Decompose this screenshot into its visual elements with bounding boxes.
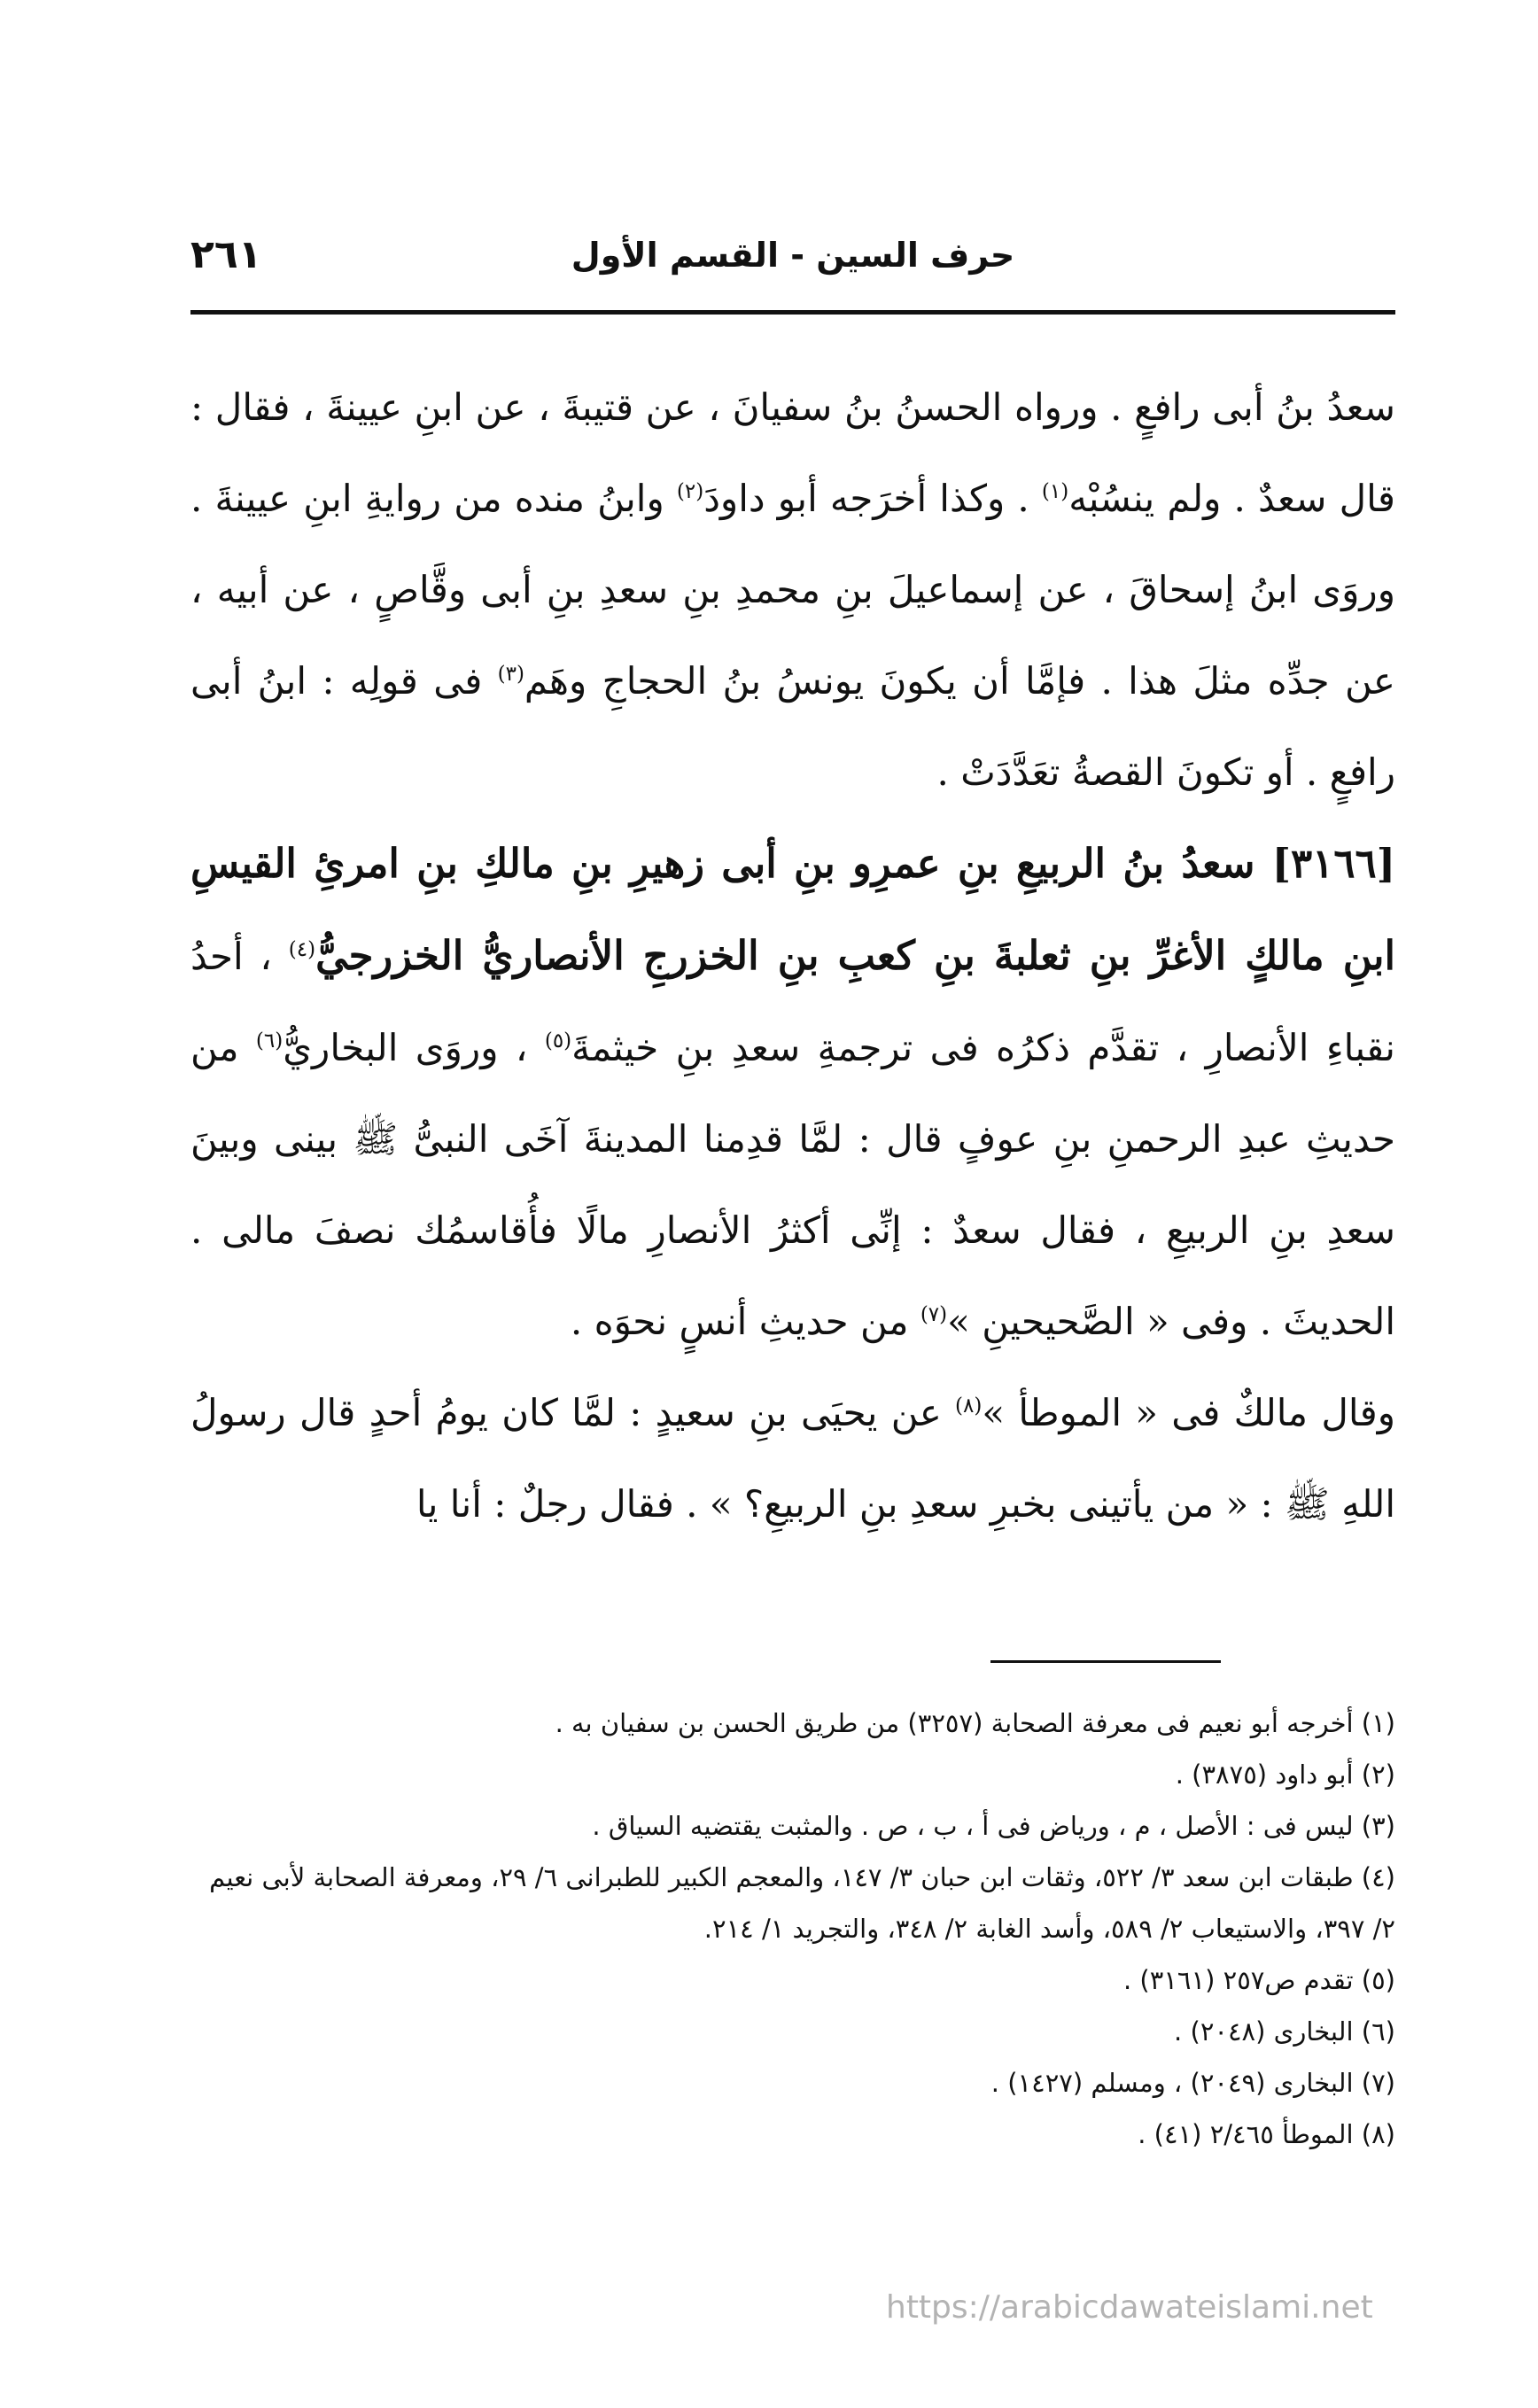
footnote-5: (٥) تقدم ص٢٥٧ (٣١٦١) .	[1123, 1965, 1395, 1995]
paragraph-2	[190, 818, 1395, 1367]
footnote-ref-1[interactable]: (١)	[1041, 480, 1069, 503]
footnote-4: (٤) طبقات ابن سعد ٣/ ٥٢٢، وثقات ابن حبان ٣/ ١٤٧، والمعجم الكبير للطبرانى ٦/ ٢٩، ومعرفة الصحابة لأبى نعيم ٢/ ٣٩٧، والاستيعاب ٢/ ٥٨٩، وأسد الغابة ٢/ ٣٤٨، والتجريد ١/ ٢١٤.	[209, 1862, 1395, 1944]
footnote-ref-6[interactable]: (٦)	[255, 1029, 284, 1053]
paragraph-2-text-c: من حديثِ عبدِ الرحمنِ بنِ عوفٍ قال : لمَّا قدِمنا المدينةَ آخَى النبىُّ ﷺ بينى وبينَ سعدِ بنِ الربيعِ ، فقال سعدٌ : إنِّى أكثرُ الأنصارِ مالًا فأُقاسمُك نصفَ مالى . الحديثَ . وفى « الصَّحيحينِ »	[190, 1026, 1395, 1343]
paragraph-3-text-a: وقال مالكٌ فى « الموطأ »	[982, 1391, 1395, 1434]
footnote-8: (٨) الموطأ ٢/٤٦٥ (٤١) .	[1138, 2119, 1395, 2149]
paragraph-3	[190, 1367, 1395, 1550]
entry-heading: [٣١٦٦] سعدُ بنُ الربيعِ بنِ عمرِو بنِ أبى زهيرِ بنِ مالكِ بنِ امرئِ القيسِ ابنِ مالكٍ الأغرِّ بنِ ثعلبةَ بنِ كعبِ بنِ الخزرجِ الأنصاريُّ الخزرجيُّ	[190, 840, 1395, 979]
footnote-ref-3[interactable]: (٣)	[497, 663, 524, 686]
footnote-ref-4[interactable]: (٤)	[288, 938, 316, 961]
footnote-2: (٢) أبو داود (٣٨٧٥) .	[1175, 1759, 1395, 1790]
footnote-separator	[990, 1660, 1221, 1663]
paragraph-1-text-b: . وكذا أخرَجه أبو داودَ	[703, 477, 1042, 520]
running-title: حرف السين - القسم الأول	[571, 236, 1015, 275]
footnote-ref-2[interactable]: (٢)	[676, 480, 704, 503]
paragraph-2-text-d: من حديثِ أنسٍ نحوَه .	[570, 1300, 920, 1343]
footnotes	[190, 1697, 1395, 2160]
paragraph-2-text-a: ، أحدُ نقباءِ الأنصارِ ، تقدَّم ذكرُه فى ترجمةِ سعدِ بنِ خيثمةَ	[190, 935, 1395, 1069]
paragraph-1-text-c: وابنُ منده من روايةِ ابنِ عيينةَ . وروَى ابنُ إسحاقَ ، عن إسماعيلَ بنِ محمدِ بنِ سعدِ بنِ أبى وقَّاصٍ ، عن أبيه ، عن جدِّه مثلَ هذا . فإمَّا أن يكونَ يونسُ بنُ الحجاجِ وهَم	[190, 477, 1395, 703]
footnote-ref-5[interactable]: (٥)	[544, 1029, 572, 1053]
running-header	[190, 232, 1395, 294]
paragraph-1-text-d: فى قولِه : ابنُ أبى رافعٍ . أو تكونَ القصةُ تعَدَّدَتْ .	[190, 659, 1395, 794]
paragraph-2-text-b: ، وروَى البخاريُّ	[283, 1026, 545, 1069]
paragraph-1-text-a: سعدُ بنُ أبى رافعٍ . ورواه الحسنُ بنُ سفيانَ ، عن قتيبةَ ، عن ابنِ عيينةَ ، فقال : قال سعدٌ . ولم ينسُبْه	[190, 385, 1396, 520]
footnote-1: (١) أخرجه أبو نعيم فى معرفة الصحابة (٣٢٥٧) من طريق الحسن بن سفيان به .	[555, 1708, 1395, 1738]
paragraph-3-text-b: عن يحيَى بنِ سعيدٍ : لمَّا كان يومُ أحدٍ قال رسولُ اللهِ ﷺ : « من يأتينى بخبرِ سعدِ بنِ الربيعِ؟ » . فقال رجلٌ : أنا يا	[190, 1391, 1395, 1526]
footnote-7: (٧) البخارى (٢٠٤٩) ، ومسلم (١٤٢٧) .	[990, 2068, 1395, 2098]
main-text	[190, 361, 1395, 1550]
footnote-ref-8[interactable]: (٨)	[955, 1394, 983, 1418]
footnote-6: (٦) البخارى (٢٠٤٨) .	[1174, 2016, 1395, 2047]
footnote-3: (٣) ليس فى : الأصل ، م ، ورياض فى أ ، ب ، ص . والمثبت يقتضيه السياق .	[592, 1811, 1395, 1841]
footnote-ref-7[interactable]: (٧)	[920, 1303, 948, 1326]
page-number: ٢٦١	[190, 232, 262, 277]
watermark-url: https://arabicdawateislami.net	[886, 2289, 1373, 2326]
header-rule	[190, 310, 1395, 315]
paragraph-1	[190, 361, 1395, 818]
